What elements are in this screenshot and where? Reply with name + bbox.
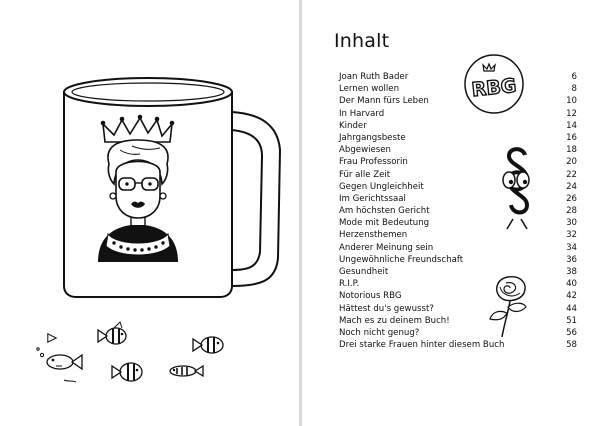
- fish-icon: [170, 366, 203, 376]
- toc-entry-label: R.I.P.: [339, 279, 360, 290]
- rbg-badge-text: RBG: [470, 74, 518, 102]
- toc-entry-page: 16: [566, 132, 577, 143]
- toc-entry-page: 10: [566, 96, 577, 107]
- toc-entry-label: Drei starke Frauen hinter diesem Buch: [339, 340, 505, 351]
- toc-entry-label: Hättest du's gewusst?: [339, 303, 434, 314]
- toc-entry-label: Der Mann fürs Leben: [339, 96, 429, 107]
- toc-entry: [339, 303, 577, 315]
- toc-entry-label: Gesundheit: [339, 267, 389, 277]
- toc-entry-label: Frau Professorin: [339, 157, 408, 168]
- toc-entry-page: 20: [566, 157, 577, 168]
- paragraph-sign-icon: [493, 143, 543, 235]
- toc-entry-label: Herzensthemen: [339, 230, 408, 241]
- toc-entry-label: Joan Ruth Bader: [339, 72, 409, 82]
- toc-entry: [339, 339, 577, 351]
- toc-entry-label: Gegen Ungleichheit: [339, 181, 424, 192]
- toc-entry-page: 44: [566, 303, 577, 314]
- toc-entry-page: 30: [566, 218, 577, 229]
- toc-entry-page: 56: [566, 327, 577, 338]
- toc-entry-page: 8: [571, 84, 577, 95]
- toc-entry-page: 6: [571, 72, 577, 82]
- toc-entry-label: Abgewiesen: [339, 145, 391, 156]
- fish-icon: [48, 334, 56, 342]
- toc-entry-page: 26: [566, 193, 577, 204]
- mug-illustration: [0, 0, 299, 426]
- toc-entry-page: 14: [566, 120, 577, 131]
- toc-entry-page: 38: [566, 267, 577, 277]
- fish-icon: [112, 363, 142, 381]
- toc-entry-label: Ungewöhnliche Freundschaft: [339, 254, 464, 265]
- toc-entry: [339, 315, 577, 327]
- toc-entry-page: 24: [566, 181, 577, 192]
- toc-entry-page: 42: [566, 291, 577, 302]
- fish-icon: [193, 337, 223, 353]
- toc-entry: [339, 266, 577, 278]
- toc-entry: [339, 278, 577, 290]
- toc-entry-label: Noch nicht genug?: [339, 327, 420, 338]
- toc-entry: [339, 254, 577, 266]
- toc-entry-page: 51: [566, 315, 577, 326]
- toc-entry-page: 22: [566, 169, 577, 180]
- toc-entry-label: Mach es zu deinem Buch!: [339, 315, 450, 326]
- toc-entry-label: Im Gerichtssaal: [339, 193, 406, 204]
- toc-entry-label: Am höchsten Gericht: [339, 206, 430, 217]
- rose-icon: [486, 273, 534, 339]
- fish-icon: [37, 348, 82, 369]
- page-title: Inhalt: [334, 30, 390, 52]
- toc-entry-page: 32: [566, 230, 577, 241]
- toc-entry-page: 12: [566, 108, 577, 119]
- toc-entry-label: Kinder: [339, 120, 367, 131]
- toc-entry: [339, 95, 577, 107]
- toc-entry: [339, 120, 577, 132]
- toc-entry: [339, 83, 577, 95]
- rbg-badge-icon: [462, 52, 526, 116]
- toc-entry-label: Mode mit Bedeutung: [339, 218, 430, 229]
- toc-entry-page: 58: [566, 340, 577, 351]
- toc-entry-page: 18: [566, 145, 577, 156]
- toc-entry: [339, 71, 577, 83]
- left-page: [0, 0, 299, 426]
- toc-entry-page: 40: [566, 279, 577, 290]
- toc-entry-label: Für alle Zeit: [339, 169, 391, 180]
- right-page: [302, 0, 600, 426]
- toc-entry-label: Jahrgangsbeste: [339, 132, 406, 143]
- toc-entry-page: 34: [566, 242, 577, 253]
- toc-entry: [339, 290, 577, 302]
- toc-entry-label: Lernen wollen: [339, 84, 400, 95]
- toc-entry-label: Notorious RBG: [339, 291, 402, 302]
- toc-entry-label: In Harvard: [339, 108, 385, 119]
- toc-entry-page: 28: [566, 206, 577, 217]
- toc-entry: [339, 108, 577, 120]
- toc-entry: [339, 327, 577, 339]
- toc-entry: [339, 242, 577, 254]
- toc-entry-page: 36: [566, 254, 577, 265]
- fish-icon: [98, 322, 126, 344]
- toc-entry-label: Anderer Meinung sein: [339, 242, 434, 253]
